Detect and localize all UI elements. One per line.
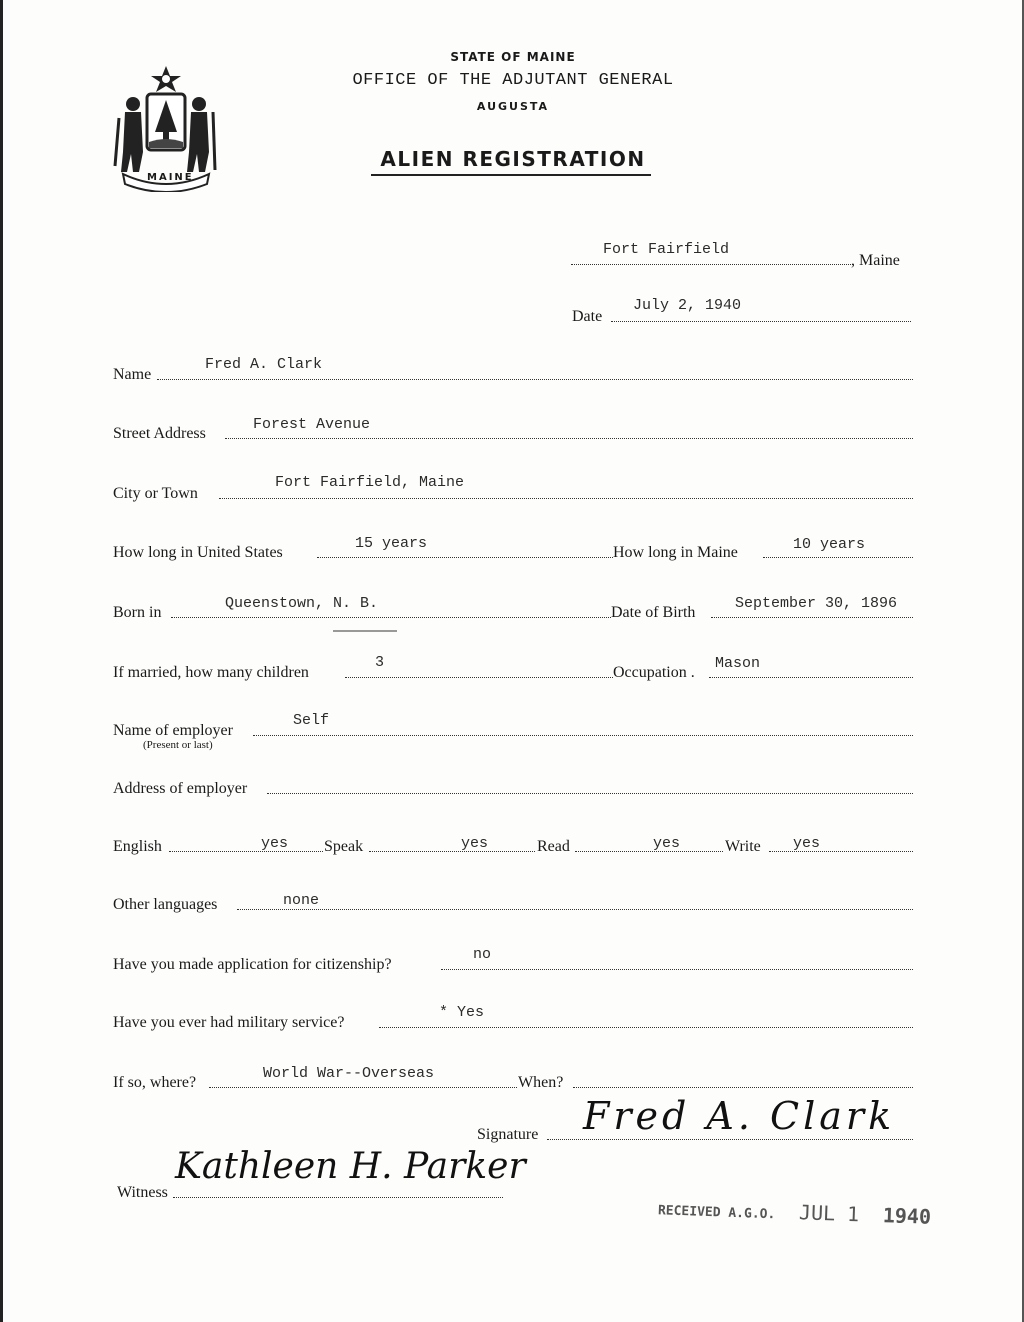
date-label: Date — [572, 308, 603, 325]
street-value: Forest Avenue — [253, 416, 371, 433]
children-value: 3 — [375, 654, 385, 671]
read-label: Read — [537, 838, 570, 855]
maine-duration-line — [763, 557, 913, 558]
dob-value: September 30, 1896 — [735, 595, 898, 612]
city-line — [219, 498, 913, 499]
employer-value: Self — [293, 712, 330, 729]
military-line — [379, 1027, 913, 1028]
born-in-value: Queenstown, N. B. — [225, 595, 379, 612]
military-label: Have you ever had military service? — [113, 1014, 345, 1031]
city-value: Fort Fairfield, Maine — [275, 474, 465, 491]
street-label: Street Address — [113, 425, 206, 442]
us-duration-line — [317, 557, 613, 558]
speak-line — [369, 851, 535, 852]
military-value: * Yes — [439, 1004, 485, 1021]
occupation-value: Mason — [715, 655, 761, 672]
street-line — [225, 438, 913, 439]
date-value: July 2, 1940 — [633, 297, 742, 314]
place-value: Fort Fairfield — [603, 241, 730, 258]
children-label: If married, how many children — [113, 664, 309, 681]
date-line — [611, 321, 911, 322]
received-stamp-year: 1940 — [882, 1203, 932, 1229]
name-value: Fred A. Clark — [205, 356, 323, 373]
where-label: If so, where? — [113, 1074, 197, 1091]
place-suffix: , Maine — [851, 252, 900, 269]
write-line — [769, 851, 913, 852]
form-title: ALIEN REGISTRATION — [380, 147, 646, 171]
us-duration-label: How long in United States — [113, 544, 283, 561]
witness-line — [173, 1197, 503, 1198]
read-value: yes — [653, 835, 681, 852]
other-languages-line — [237, 909, 913, 910]
citizenship-line — [441, 969, 913, 970]
write-value: yes — [793, 835, 821, 852]
city-label: City or Town — [113, 485, 198, 502]
where-value: World War--Overseas — [263, 1065, 435, 1082]
witness-label: Witness — [117, 1184, 168, 1201]
english-value: yes — [261, 835, 289, 852]
signature-line — [547, 1139, 913, 1140]
maine-duration-value: 10 years — [793, 536, 866, 553]
children-line — [345, 677, 613, 678]
maine-duration-label: How long in Maine — [613, 544, 738, 561]
employer-address-line — [267, 793, 913, 794]
occupation-line — [709, 677, 913, 678]
born-in-line — [171, 617, 611, 618]
born-in-label: Born in — [113, 604, 162, 621]
us-duration-value: 15 years — [355, 535, 428, 552]
signature-label: Signature — [477, 1126, 539, 1143]
employer-address-label: Address of employer — [113, 780, 248, 797]
speak-label: Speak — [324, 838, 364, 855]
place-line — [571, 264, 851, 265]
received-stamp-text: RECEIVED A.G.O. — [657, 1203, 776, 1223]
other-languages-label: Other languages — [113, 896, 218, 913]
dob-label: Date of Birth — [611, 604, 696, 621]
name-label: Name — [113, 366, 152, 383]
occupation-label: Occupation . — [613, 664, 695, 681]
office-heading: OFFICE OF THE ADJUTANT GENERAL — [352, 71, 674, 90]
signature-handwriting: Fred A. Clark — [583, 1094, 896, 1138]
citizenship-label: Have you made application for citizenship? — [113, 956, 392, 973]
name-line — [157, 379, 913, 380]
english-line — [169, 851, 323, 852]
where-line — [209, 1087, 517, 1088]
dob-line — [711, 617, 913, 618]
citizenship-value: no — [473, 946, 492, 963]
employer-label: Name of employer — [113, 722, 233, 739]
received-stamp — [658, 1195, 932, 1229]
employer-line — [253, 735, 913, 736]
read-line — [575, 851, 723, 852]
received-stamp-date: JUL 1 — [798, 1200, 860, 1227]
employer-sublabel: (Present or last) — [143, 739, 213, 751]
write-label: Write — [725, 838, 761, 855]
title-underline — [371, 174, 651, 176]
seal-banner: MAINE — [147, 172, 194, 183]
english-label: English — [113, 838, 162, 855]
born-in-strike — [333, 630, 397, 632]
when-label: When? — [518, 1074, 564, 1091]
witness-handwriting: Kathleen H. Parker — [175, 1146, 526, 1187]
other-languages-value: none — [283, 892, 320, 909]
city-heading: AUGUSTA — [476, 100, 550, 113]
when-line — [573, 1087, 913, 1088]
state-heading: STATE OF MAINE — [450, 50, 576, 64]
speak-value: yes — [461, 835, 489, 852]
